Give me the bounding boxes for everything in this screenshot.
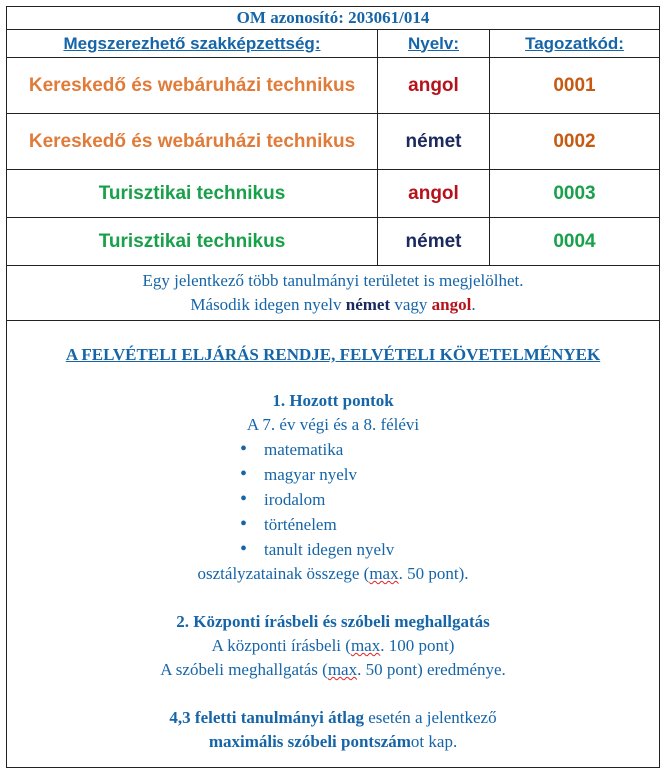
section-1-title: 1. Hozott pontok bbox=[272, 391, 394, 410]
procedure-cell bbox=[7, 321, 660, 768]
subject-list bbox=[238, 437, 428, 562]
note-line-1: Egy jelentkező több tanulmányi területet is megjelölhet. bbox=[142, 271, 524, 290]
section-1-intro: A 7. év végi és a 8. félévi bbox=[246, 415, 420, 434]
section-1 bbox=[7, 389, 659, 586]
text: . 100 pont) bbox=[380, 636, 455, 655]
note-lang-german: német bbox=[345, 295, 391, 314]
programs-table bbox=[6, 6, 660, 768]
text: . 50 pont) eredménye. bbox=[357, 660, 506, 679]
list-item: • matematika bbox=[238, 437, 428, 462]
program-language: angol bbox=[378, 58, 490, 114]
program-language: német bbox=[378, 218, 490, 266]
program-code: 0002 bbox=[490, 114, 660, 170]
note-text: . bbox=[471, 295, 476, 314]
admission-document bbox=[6, 6, 659, 776]
max-abbrev: max bbox=[369, 564, 399, 583]
section-3 bbox=[7, 706, 659, 754]
text: A központi írásbeli ( bbox=[211, 636, 351, 655]
program-language: német bbox=[378, 114, 490, 170]
note-line-2 bbox=[7, 293, 659, 317]
program-code: 0004 bbox=[490, 218, 660, 266]
text: esetén a jelentkező bbox=[363, 708, 497, 727]
max-abbrev: max bbox=[350, 636, 381, 655]
program-code: 0003 bbox=[490, 170, 660, 218]
max-abbrev: max bbox=[327, 660, 358, 679]
program-code: 0001 bbox=[490, 58, 660, 114]
program-language: angol bbox=[378, 170, 490, 218]
table-row bbox=[7, 218, 660, 266]
section-2-title: 2. Központi írásbeli és szóbeli meghallgatás bbox=[176, 612, 490, 631]
section-2-line-2 bbox=[7, 658, 659, 682]
section-3-line-2 bbox=[7, 730, 659, 754]
table-row bbox=[7, 170, 660, 218]
bold-text: maximális szóbeli pontszám bbox=[208, 732, 411, 751]
list-item: • tanult idegen nyelv bbox=[238, 537, 428, 562]
bold-text: 4,3 feletti tanulmányi átlag bbox=[169, 708, 364, 727]
list-item: • történelem bbox=[238, 512, 428, 537]
program-name: Turisztikai technikus bbox=[7, 218, 378, 266]
text: osztályzatainak összege ( bbox=[197, 564, 370, 583]
note-text: Második idegen nyelv bbox=[190, 295, 346, 314]
section-2-line-1 bbox=[7, 634, 659, 658]
program-name: Kereskedő és webáruházi technikus bbox=[7, 58, 378, 114]
note-cell bbox=[7, 266, 660, 321]
header-language: Nyelv: bbox=[407, 33, 460, 53]
section-1-outro bbox=[7, 562, 659, 586]
om-identifier: OM azonosító: 203061/014 bbox=[7, 7, 660, 30]
section-3-line-1 bbox=[7, 706, 659, 730]
text: . 50 pont). bbox=[398, 564, 469, 583]
program-name: Turisztikai technikus bbox=[7, 170, 378, 218]
header-code: Tagozatkód: bbox=[525, 33, 624, 53]
list-item: • irodalom bbox=[238, 487, 428, 512]
table-row bbox=[7, 114, 660, 170]
table-header-row bbox=[7, 30, 660, 58]
procedure-title: A FELVÉTELI ELJÁRÁS RENDJE, FELVÉTELI KÖVETELMÉNYEK bbox=[65, 345, 601, 364]
section-2 bbox=[7, 610, 659, 682]
table-row bbox=[7, 58, 660, 114]
note-text: vagy bbox=[390, 295, 432, 314]
list-item: • magyar nyelv bbox=[238, 462, 428, 487]
program-name: Kereskedő és webáruházi technikus bbox=[7, 114, 378, 170]
header-qualification: Megszerezhető szakképzettség: bbox=[63, 33, 321, 53]
text: ot kap. bbox=[410, 732, 458, 751]
text: A szóbeli meghallgatás ( bbox=[160, 660, 328, 679]
note-lang-english: angol bbox=[431, 295, 472, 314]
